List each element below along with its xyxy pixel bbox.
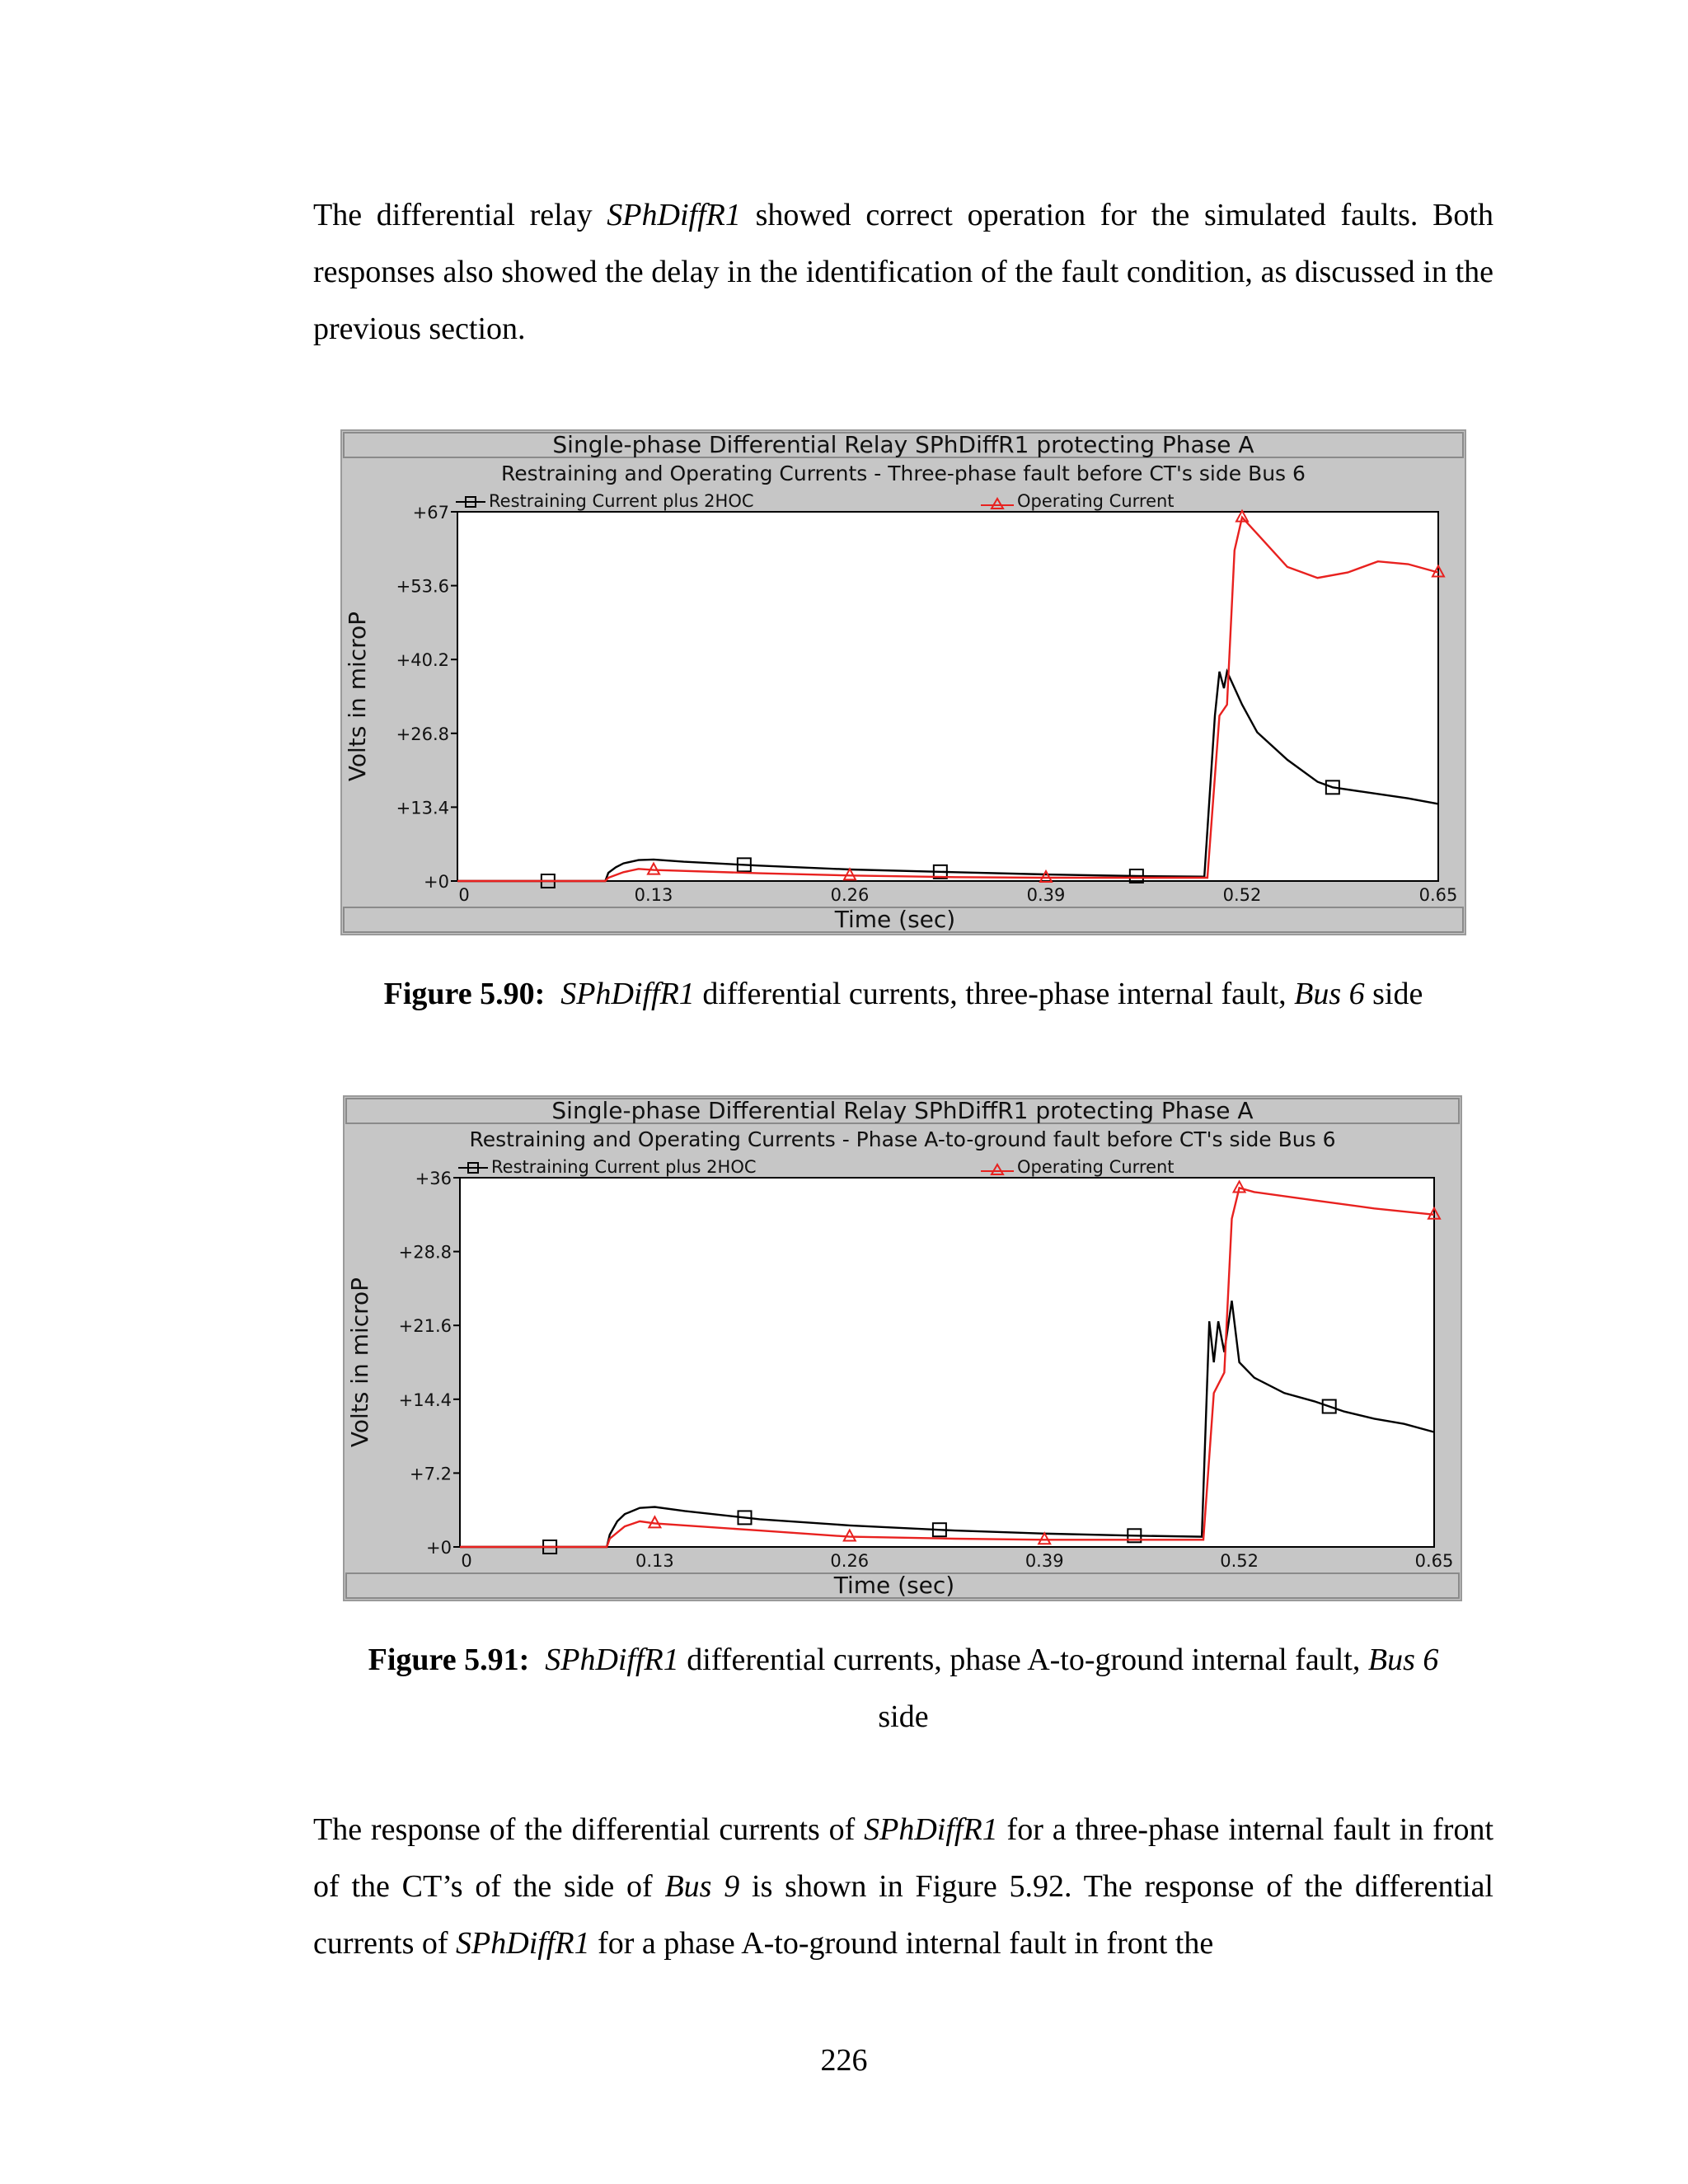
paragraph-italic-text: SPhDiffR1 [864, 1812, 998, 1847]
y-tick-label: +36 [415, 1169, 452, 1188]
paragraph-text: is shown in Figure 5.92. The response of the differential currents of [313, 1869, 1493, 1961]
paragraph-text: The differential relay [313, 198, 607, 232]
legend-label-restraining: Restraining Current plus 2HOC [491, 1157, 757, 1177]
y-tick-label: +0 [424, 872, 449, 892]
paragraph-text: The response of the differential currents of [313, 1812, 865, 1847]
chart-title: Single-phase Differential Relay SPhDiffR1 protecting Phase A [552, 431, 1254, 458]
caption-text: differential currents, phase A-to-ground internal fault, [678, 1643, 1368, 1677]
paragraph-italic-text: Bus 9 [664, 1869, 740, 1904]
x-tick-label: 0.39 [1025, 1551, 1064, 1571]
x-tick-label: 0 [461, 1551, 472, 1571]
y-tick-label: +0 [426, 1538, 452, 1558]
figure-5-90-caption [313, 966, 1493, 1023]
paragraph-discussion [313, 1802, 1493, 1972]
y-tick-label: +40.2 [396, 650, 449, 671]
x-tick-label: 0.52 [1222, 885, 1262, 905]
x-tick-label: 0.39 [1026, 885, 1066, 905]
x-axis-label: Time (sec) [834, 906, 956, 933]
caption-text: side [1364, 977, 1423, 1011]
chart-subtitle: Restraining and Operating Currents - Three-phase fault before CT's side Bus 6 [501, 462, 1306, 485]
y-tick-label: +7.2 [410, 1464, 452, 1484]
figure-5-90-chart [340, 429, 1466, 935]
plot-area [460, 1178, 1434, 1547]
caption-italic-text: Bus 6 [1294, 977, 1365, 1011]
chart-subtitle: Restraining and Operating Currents - Phase A-to-ground fault before CT's side Bus 6 [469, 1127, 1336, 1151]
legend-label-operating: Operating Current [1017, 1157, 1175, 1177]
y-tick-label: +13.4 [396, 798, 449, 818]
caption-italic-text: SPhDiffR1 [560, 977, 695, 1011]
y-tick-label: +14.4 [398, 1390, 452, 1410]
y-tick-label: +21.6 [398, 1316, 452, 1337]
paragraph-italic-text: SPhDiffR1 [607, 198, 741, 232]
x-tick-label: 0.13 [635, 1551, 674, 1571]
paragraph-text: showed correct operation for the simulated faults. Both responses also showed the delay in the identification of the fault condition, as discussed in the previous section. [313, 198, 1493, 346]
y-tick-label: +28.8 [398, 1242, 452, 1263]
y-tick-label: +67 [412, 503, 449, 523]
y-tick-label: +26.8 [396, 724, 449, 744]
caption-text: differential currents, three-phase internal fault, [694, 977, 1295, 1011]
figure-5-90-svg [340, 429, 1466, 935]
page-number: 226 [820, 2043, 868, 2078]
figure-5-91-caption [313, 1632, 1493, 1689]
x-tick-label: 0.52 [1220, 1551, 1259, 1571]
legend-label-operating: Operating Current [1017, 491, 1175, 511]
paragraph-text: for a phase A-to-ground internal fault in front the [589, 1926, 1214, 1961]
paragraph-italic-text: SPhDiffR1 [456, 1926, 590, 1961]
y-axis-label: Volts in microP [344, 611, 371, 782]
x-tick-label: 0.13 [634, 885, 673, 905]
figure-5-91-chart [343, 1095, 1462, 1601]
paragraph-intro [313, 187, 1493, 358]
plot-area [457, 512, 1438, 881]
x-tick-label: 0.26 [830, 1551, 870, 1571]
caption-label: Figure 5.91: [368, 1643, 530, 1677]
paragraph-text: for a three-phase internal fault in front of the CT’s of the side of [313, 1812, 1493, 1904]
x-tick-label: 0.65 [1414, 1551, 1454, 1571]
x-axis-label: Time (sec) [833, 1572, 955, 1599]
y-axis-label: Volts in microP [346, 1277, 373, 1448]
legend-label-restraining: Restraining Current plus 2HOC [489, 491, 754, 511]
caption-italic-text: SPhDiffR1 [545, 1643, 679, 1677]
y-tick-label: +53.6 [396, 576, 449, 597]
x-tick-label: 0.65 [1418, 885, 1458, 905]
figure-5-91-svg [343, 1095, 1462, 1601]
caption-italic-text: Bus 6 [1367, 1643, 1439, 1677]
figure-5-91-caption-line2: side [878, 1699, 929, 1734]
x-tick-label: 0.26 [830, 885, 870, 905]
x-tick-label: 0 [458, 885, 470, 905]
caption-label: Figure 5.90: [383, 977, 546, 1011]
chart-title: Single-phase Differential Relay SPhDiffR1 protecting Phase A [551, 1097, 1254, 1124]
